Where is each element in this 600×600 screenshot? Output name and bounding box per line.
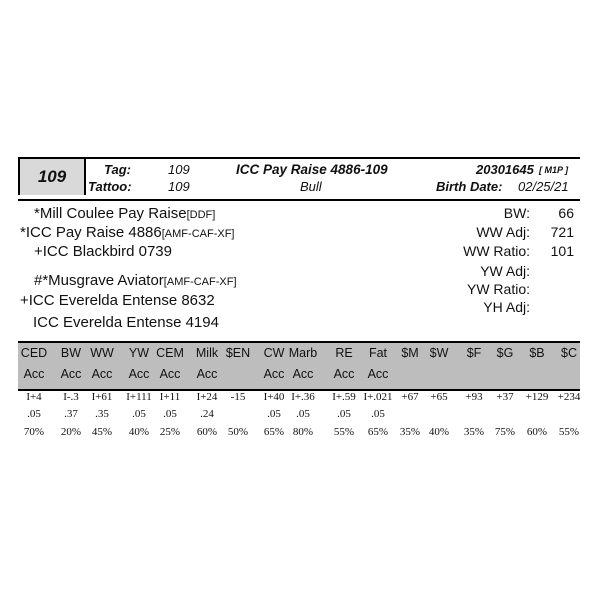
epd-value: +65 (430, 391, 448, 403)
epd-value: +37 (496, 391, 514, 403)
epd-value: I+.59 (332, 391, 356, 403)
epd-accuracy: .05 (267, 408, 281, 420)
stat-value: 66 (558, 205, 574, 221)
epd-value: +93 (465, 391, 483, 403)
epd-acc-label: Acc (196, 367, 218, 381)
epd-accuracy: .37 (64, 408, 78, 420)
epd-percentile: 65% (367, 426, 389, 438)
epd-value: -15 (230, 391, 246, 403)
animal-name: ICC Pay Raise 4886-109 (236, 162, 388, 177)
epd-percentile: 50% (227, 426, 249, 438)
stat-label: WW Ratio: (463, 243, 530, 259)
epd-column-header: $W (429, 346, 449, 360)
epd-acc-label: Acc (367, 367, 389, 381)
epd-acc-label: Acc (263, 367, 285, 381)
epd-acc-label: Acc (23, 367, 45, 381)
epd-column-header: RE (335, 346, 353, 360)
epd-value: I+40 (263, 391, 285, 403)
epd-accuracy: .05 (132, 408, 146, 420)
pedigree-dam: +ICC Everelda Entense 8632 (20, 292, 215, 309)
epd-value: I+.021 (363, 391, 393, 403)
epd-column-header: Milk (195, 346, 219, 360)
epd-column-header: YW (128, 346, 150, 360)
epd-column-header: $B (529, 346, 545, 360)
epd-accuracy: .05 (296, 408, 310, 420)
epd-column-header: CED (20, 346, 48, 360)
epd-percentile: 55% (333, 426, 355, 438)
epd-accuracy: .24 (200, 408, 214, 420)
stat-value: 721 (550, 224, 574, 240)
epd-percentile: 35% (463, 426, 485, 438)
stat-label: YH Adj: (483, 299, 530, 315)
stat-label: WW Adj: (476, 224, 530, 240)
registration-suffix: [ M1P ] (539, 165, 569, 175)
tattoo-value: 109 (168, 179, 190, 194)
epd-acc-label: Acc (159, 367, 181, 381)
epd-value: I+.36 (291, 391, 315, 403)
epd-column-header: BW (60, 346, 82, 360)
tattoo-label: Tattoo: (88, 179, 132, 194)
epd-acc-label: Acc (91, 367, 113, 381)
epd-percentile: 55% (558, 426, 580, 438)
epd-value: I+11 (159, 391, 181, 403)
epd-column-header: Marb (288, 346, 318, 360)
birth-date-label: Birth Date: (436, 179, 503, 194)
epd-column-header: $C (561, 346, 577, 360)
tag-value: 109 (168, 162, 190, 177)
stat-label: YW Adj: (480, 263, 530, 279)
epd-value: +129 (525, 391, 549, 403)
epd-percentile: 40% (428, 426, 450, 438)
registration-number: 20301645 (476, 162, 534, 177)
epd-acc-label: Acc (60, 367, 82, 381)
epd-value: +67 (401, 391, 419, 403)
lot-card (18, 157, 581, 438)
lot-header (18, 157, 580, 201)
epd-percentile: 60% (196, 426, 218, 438)
epd-percentile: 80% (292, 426, 314, 438)
epd-value: I+24 (196, 391, 218, 403)
epd-value: I+61 (91, 391, 113, 403)
stat-label: YW Ratio: (466, 281, 530, 297)
birth-date: 02/25/21 (518, 179, 569, 194)
epd-percentile: 20% (60, 426, 82, 438)
epd-column-header: Fat (368, 346, 388, 360)
epd-percentile: 75% (494, 426, 516, 438)
epd-accuracy: .05 (27, 408, 41, 420)
stat-value: 101 (550, 243, 574, 259)
epd-accuracy: .05 (337, 408, 351, 420)
epd-accuracy: .05 (163, 408, 177, 420)
pedigree-dam-sire: #*Musgrave Aviator[AMF-CAF-XF] (34, 272, 237, 289)
epd-acc-label: Acc (128, 367, 150, 381)
pedigree-sire-sire: *Mill Coulee Pay Raise[DDF] (34, 205, 216, 222)
stat-label: BW: (503, 205, 530, 221)
animal-type: Bull (300, 179, 322, 194)
tag-label: Tag: (104, 162, 131, 177)
epd-column-header: $F (466, 346, 482, 360)
epd-value: +234 (557, 391, 581, 403)
epd-column-header: WW (90, 346, 114, 360)
epd-column-header: CW (263, 346, 285, 360)
epd-percentile: 35% (399, 426, 421, 438)
epd-accuracy: .35 (95, 408, 109, 420)
epd-percentile: 40% (128, 426, 150, 438)
epd-value: I+111 (126, 391, 152, 403)
epd-percentile: 60% (526, 426, 548, 438)
epd-accuracy: .05 (371, 408, 385, 420)
epd-percentile: 65% (263, 426, 285, 438)
epd-column-header: $M (401, 346, 419, 360)
epd-percentile: 45% (91, 426, 113, 438)
pedigree-sire-dam: +ICC Blackbird 0739 (34, 243, 172, 260)
lot-number: 109 (18, 159, 86, 195)
epd-percentile: 25% (159, 426, 181, 438)
pedigree-dam-dam: ICC Everelda Entense 4194 (33, 314, 219, 331)
epd-column-header: CEM (156, 346, 184, 360)
epd-column-header: $EN (225, 346, 251, 360)
epd-value: I-.3 (63, 391, 79, 403)
epd-acc-label: Acc (333, 367, 355, 381)
epd-value: I+4 (26, 391, 42, 403)
epd-column-header: $G (496, 346, 514, 360)
epd-acc-label: Acc (292, 367, 314, 381)
pedigree-sire: *ICC Pay Raise 4886[AMF-CAF-XF] (20, 224, 235, 241)
epd-percentile: 70% (23, 426, 45, 438)
